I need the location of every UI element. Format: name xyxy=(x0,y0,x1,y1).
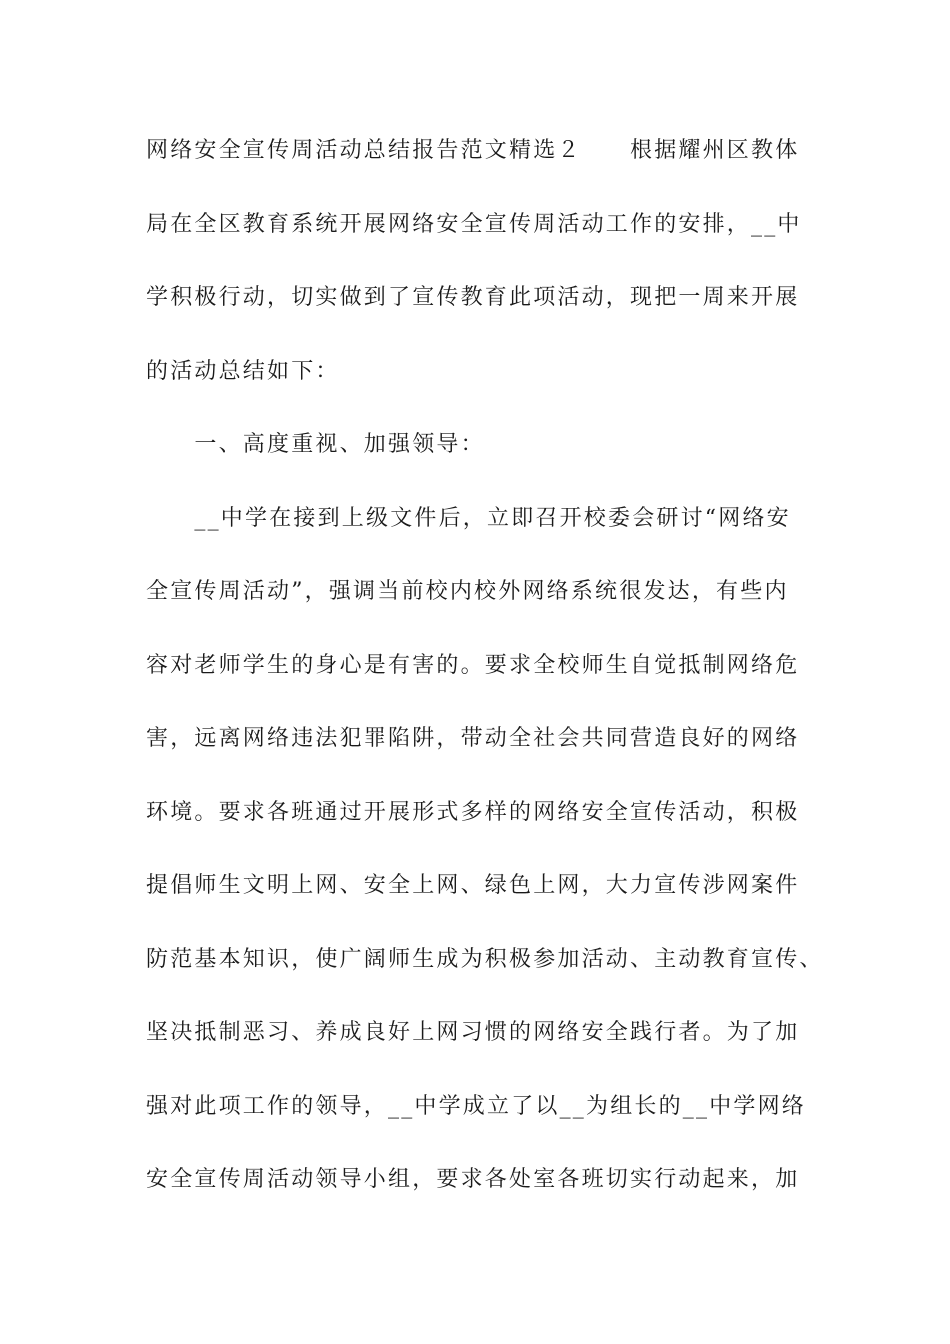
text-line-4: 的活动总结如下： xyxy=(146,358,340,384)
text-line-6: __中学在接到上级文件后，立即召开校委会研讨“网络安 xyxy=(146,505,791,531)
document-body xyxy=(146,126,826,1229)
text-line-3: 学积极行动，切实做到了宣传教育此项活动，现把一周来开展 xyxy=(146,285,800,310)
text-line-7: 全宣传周活动”，强调当前校内校外网络系统很发达，有些内 xyxy=(146,579,789,604)
text-line-8: 容对老师学生的身心是有害的。要求全校师生自觉抵制网络危 xyxy=(146,652,800,678)
section-heading: 一、高度重视、加强领导： xyxy=(146,432,485,457)
text-line-9: 害，远离网络违法犯罪陷阱，带动全社会共同营造良好的网络 xyxy=(146,726,800,751)
text-line-11: 提倡师生文明上网、安全上网、绿色上网，大力宣传涉网案件 xyxy=(146,873,800,898)
text-line-2: 局在全区教育系统开展网络安全宣传周活动工作的安排，__中 xyxy=(146,211,802,237)
text-line-14: 强对此项工作的领导，__中学成立了以__为组长的__中学网络 xyxy=(146,1093,807,1119)
text-line-13: 坚决抵制恶习、养成良好上网习惯的网络安全践行者。为了加 xyxy=(146,1020,800,1045)
text-line-1: 网络安全宣传周活动总结报告范文精选２ 根据耀州区教体 xyxy=(146,138,800,163)
text-line-12: 防范基本知识，使广阔师生成为积极参加活动、主动教育宣传、 xyxy=(146,946,824,972)
text-line-10: 环境。要求各班通过开展形式多样的网络安全宣传活动，积极 xyxy=(146,799,800,825)
text-line-15: 安全宣传周活动领导小组，要求各处室各班切实行动起来，加 xyxy=(146,1167,800,1192)
